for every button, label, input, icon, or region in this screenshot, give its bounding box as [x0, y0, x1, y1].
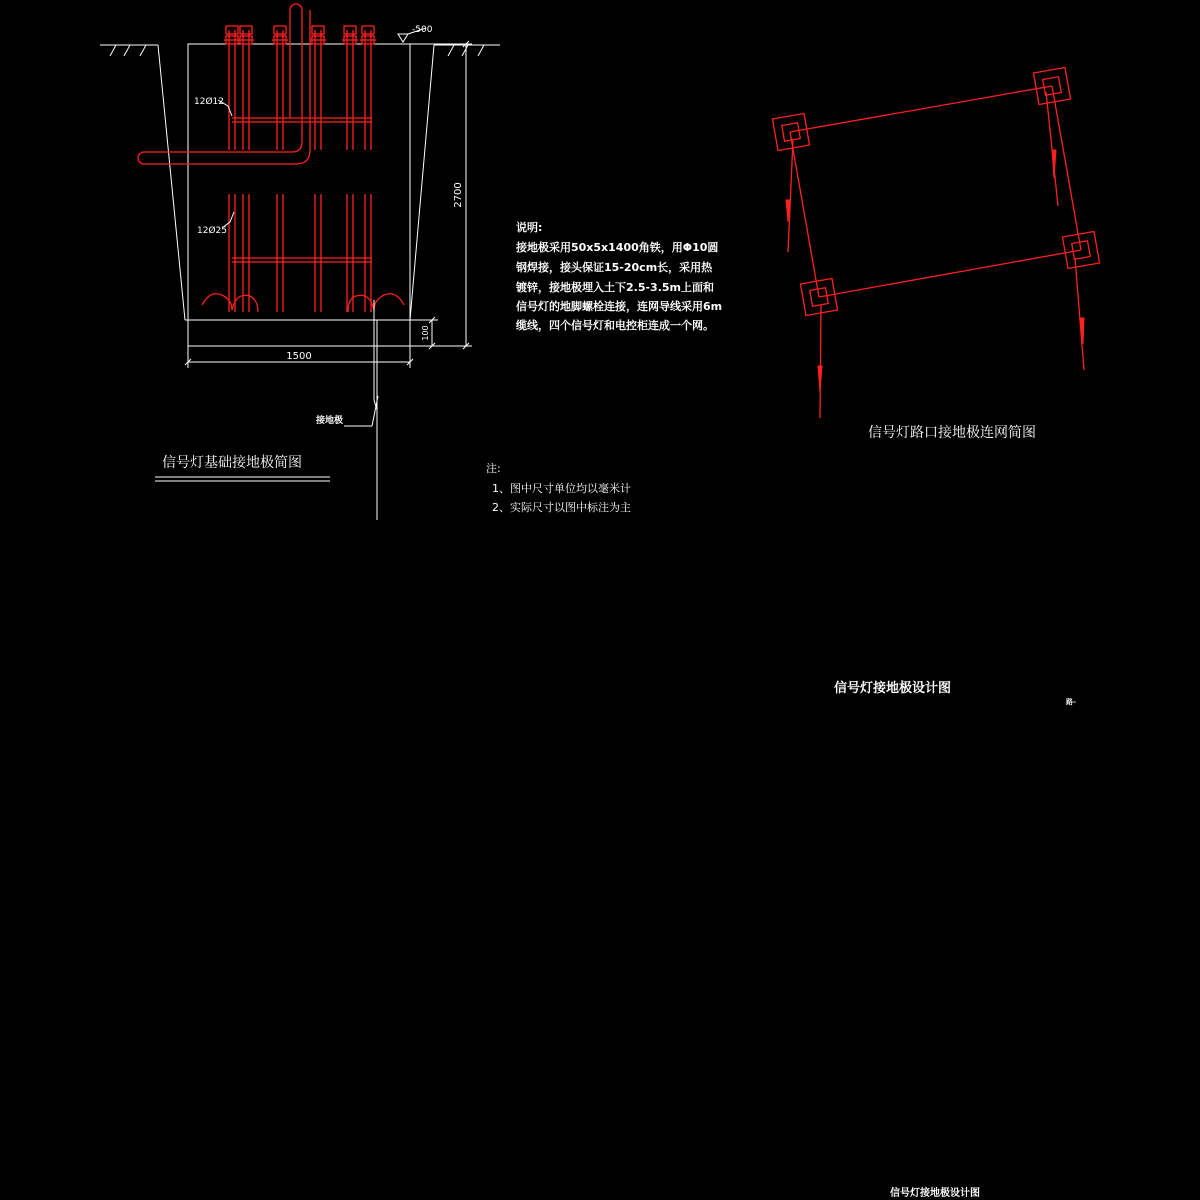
conduit-pipe [138, 4, 310, 164]
ground-surface-left [100, 45, 158, 56]
right-drawing-title: 信号灯路口接地极连网简图 [868, 425, 1036, 441]
explanation-line: 钢焊接，接头保证15-20cm长，采用热 [516, 261, 713, 274]
svg-text:信号灯基础接地极简图: 信号灯基础接地极简图 [162, 455, 302, 471]
note-item: 1、图中尺寸单位均以毫米计 [492, 482, 631, 495]
explanation-line: 接地极采用50x5x1400角铁，用Φ10圆 [516, 241, 719, 254]
ground-rod-label: 接地极 [316, 416, 344, 426]
svg-text:12Ø12: 12Ø12 [194, 97, 224, 107]
network-cable [790, 86, 1081, 297]
notes-heading: 注: [486, 462, 501, 475]
dim-bottom-label: 100 [421, 325, 430, 341]
upper-rebar-cage [229, 30, 372, 150]
ground-surface-right [434, 45, 500, 56]
explanation-line: 缆线，四个信号灯和电控柜连成一个网。 [516, 319, 714, 332]
dim-top-label: -500 [412, 25, 433, 35]
ground-rod-drops [786, 92, 1084, 418]
ground-rod [315, 300, 378, 520]
explanation-heading: 说明: [516, 221, 543, 234]
bolt-nut [312, 26, 324, 34]
sheet-code: 路- [1066, 698, 1076, 706]
sheet-title: 信号灯接地极设计图 [834, 681, 952, 696]
dimension-height [410, 41, 472, 349]
excavation-outline [158, 45, 434, 320]
rebar-label-upper [194, 96, 232, 116]
foundation-grounding-diagram [100, 4, 500, 520]
bolt-nut [226, 26, 238, 34]
bolt-nut [362, 26, 374, 34]
explanation-line: 信号灯的地脚螺栓连接，连网导线采用6m [516, 300, 723, 313]
note-item: 2、实际尺寸以图中标注为主 [492, 501, 631, 514]
svg-text:12Ø25: 12Ø25 [197, 226, 227, 236]
bolt-nut [344, 26, 356, 34]
dim-height-label: 2700 [453, 182, 464, 208]
dim-width-label: 1500 [286, 351, 312, 362]
sheet-title-block [834, 680, 1076, 1199]
bolt-nut [240, 26, 252, 34]
explanation-line: 镀锌，接地极埋入土下2.5-3.5m上面和 [516, 281, 714, 294]
dimension-bottom [410, 317, 438, 349]
lower-rebar-cage [202, 194, 404, 312]
left-drawing-title [155, 454, 330, 481]
dimension-width [185, 346, 413, 368]
intersection-grounding-network [772, 67, 1099, 441]
explanation-block [515, 220, 722, 332]
notes-block [486, 462, 631, 514]
footer-title: 信号灯接地极设计图 [890, 1188, 980, 1199]
elevation-marker [398, 25, 433, 42]
bolt-nut [274, 26, 286, 34]
